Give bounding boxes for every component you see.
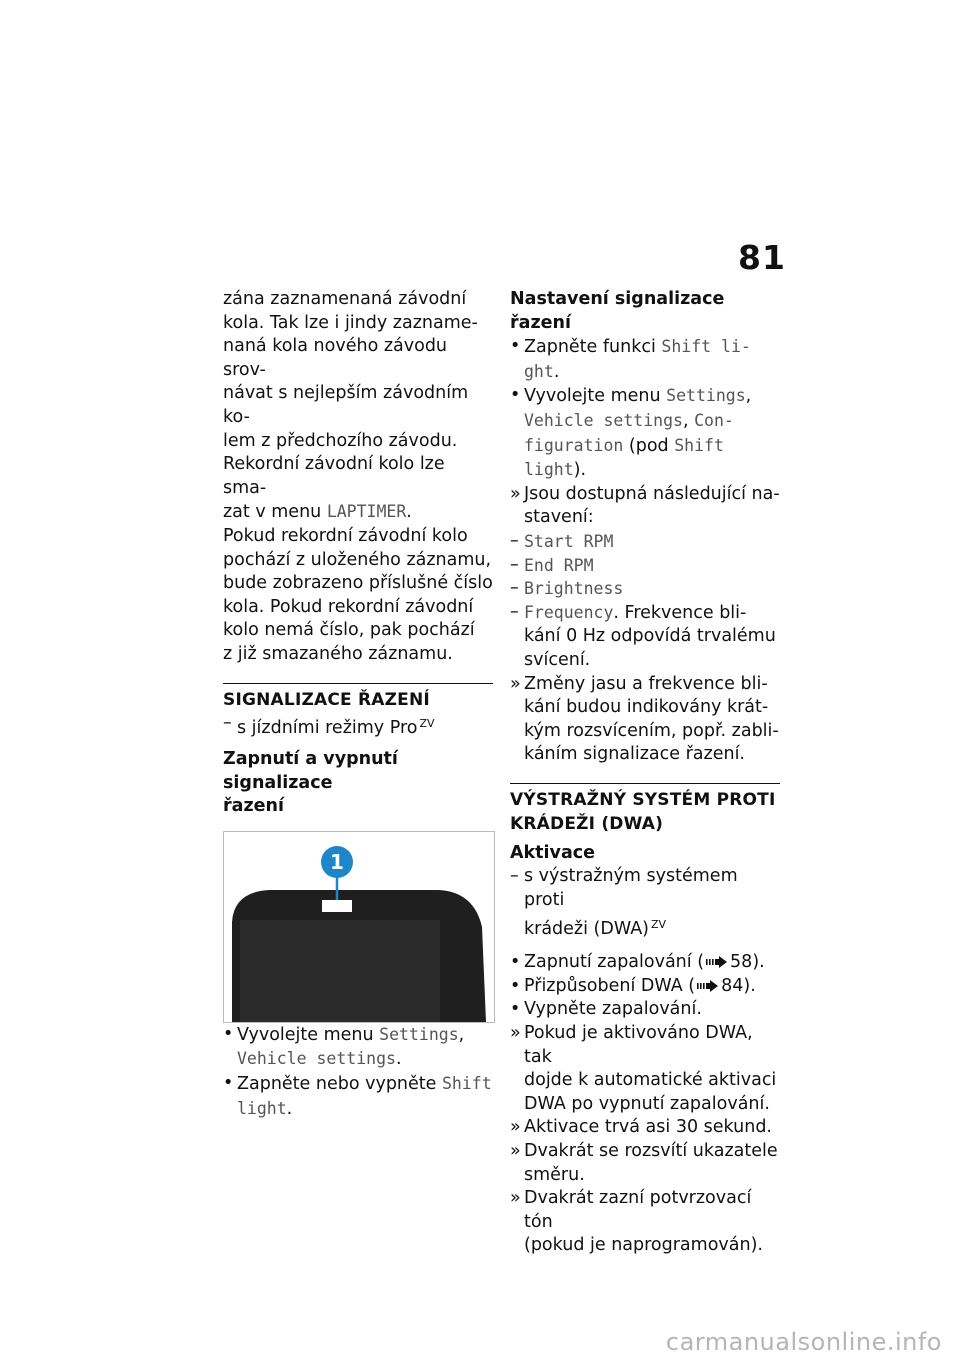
- dash-marker: –: [223, 712, 232, 733]
- step-punct: ,: [458, 1024, 465, 1045]
- step-item: [510, 975, 780, 999]
- page-reference-arrow-icon: [706, 955, 728, 969]
- result-item: [510, 483, 780, 530]
- requirement-text: krádeži (DWA): [524, 918, 649, 939]
- menu-name: LAPTIMER: [326, 502, 407, 522]
- result-text: DWA po vypnutí zapalování.: [524, 1093, 770, 1114]
- subheading: Nastavení signalizace řazení: [510, 289, 725, 333]
- menu-name: light: [524, 460, 574, 480]
- record-line: bude zobrazeno příslušné číslo: [223, 573, 493, 594]
- intro-line: Rekordní závodní kolo lze sma-: [223, 454, 445, 498]
- option-item: [510, 530, 780, 554]
- page-number: 81: [738, 238, 786, 277]
- menu-prefix: zat v menu: [223, 502, 327, 523]
- result-text: Změny jasu a frekvence bli-: [524, 673, 768, 694]
- step-item: [510, 335, 780, 384]
- step-punct: .: [286, 1098, 293, 1119]
- step-item: [223, 1072, 493, 1121]
- menu-name: ght: [524, 361, 554, 381]
- display-figure: [223, 831, 495, 1023]
- subheading: Aktivace: [510, 842, 596, 863]
- option-desc: svícení.: [524, 649, 591, 670]
- result-item: [510, 1022, 780, 1116]
- option-item: [510, 577, 780, 601]
- step-punct: ).: [573, 460, 587, 481]
- record-line: kolo nemá číslo, pak pochází: [223, 620, 475, 641]
- dash-marker: –: [510, 530, 519, 551]
- step-text: Zapněte nebo vypněte: [237, 1074, 442, 1095]
- result-item: [510, 1187, 780, 1258]
- result-item: [510, 1140, 780, 1187]
- step-item: [223, 1023, 493, 1072]
- result-text: (pokud je naprogramován).: [524, 1235, 763, 1256]
- bullet-marker: •: [510, 999, 521, 1020]
- bullet-marker: •: [510, 975, 521, 996]
- section-divider: [510, 783, 780, 784]
- option-badge: ZV: [651, 917, 667, 931]
- section-title: SIGNALIZACE ŘAZENÍ: [223, 689, 430, 710]
- tft-display-image: [224, 832, 494, 1022]
- step-text: (pod: [623, 435, 675, 456]
- result-text: kání budou indikovány krát-: [524, 697, 769, 718]
- step-text: Vypněte zapalování.: [524, 999, 702, 1020]
- result-text: stavení:: [524, 507, 594, 528]
- menu-suffix: .: [406, 502, 412, 523]
- dash-marker: –: [510, 866, 519, 887]
- step-punct: ).: [752, 952, 765, 973]
- step-item: [510, 998, 780, 1022]
- section-title: KRÁDEŽI (DWA): [510, 813, 664, 834]
- bullet-marker: •: [510, 952, 521, 973]
- option-label: Start RPM: [524, 531, 614, 551]
- option-label: Brightness: [524, 579, 624, 599]
- step-punct: ).: [743, 975, 756, 996]
- result-marker: »: [510, 483, 521, 504]
- result-item: [510, 1116, 780, 1140]
- menu-name: light: [237, 1098, 287, 1118]
- record-line: Pokud rekordní závodní kolo: [223, 525, 468, 546]
- result-text: směru.: [524, 1164, 585, 1185]
- result-marker: »: [510, 673, 521, 694]
- bullet-marker: •: [510, 385, 521, 406]
- dash-marker: –: [510, 554, 519, 575]
- subheading: řazení: [223, 796, 284, 817]
- option-label: End RPM: [524, 555, 594, 575]
- menu-name: Shift: [441, 1074, 492, 1094]
- record-line: pochází z uloženého záznamu,: [223, 549, 492, 570]
- result-text: Dvakrát zazní potvrzovací tón: [524, 1188, 752, 1232]
- section-divider: [223, 683, 493, 684]
- page-reference-arrow-icon: [697, 979, 719, 993]
- result-text: Aktivace trvá asi 30 sekund.: [524, 1117, 772, 1138]
- requirement-text: s výstražným systémem proti: [524, 866, 738, 911]
- left-column: [223, 288, 493, 1121]
- section-title: VÝSTRAŽNÝ SYSTÉM PROTI: [510, 789, 776, 810]
- step-text: Přizpůsobení DWA (: [524, 975, 696, 996]
- shift-light-indicator: [322, 900, 352, 912]
- menu-name: figuration: [524, 435, 624, 455]
- result-text: kým rozsvícením, popř. zabli-: [524, 720, 779, 741]
- step-item: [510, 951, 780, 975]
- result-item: [510, 673, 780, 767]
- right-column: [510, 288, 780, 1258]
- subheading: Zapnutí a vypnutí signalizace: [223, 749, 398, 793]
- option-desc: . Frekvence bli-: [613, 602, 747, 623]
- result-text: Pokud je aktivováno DWA, tak: [524, 1023, 753, 1067]
- result-marker: »: [510, 1188, 521, 1209]
- result-text: Jsou dostupná následující na-: [524, 483, 780, 504]
- mode-text: s jízdními režimy Pro: [237, 717, 418, 738]
- option-label: Frequency: [524, 602, 614, 622]
- result-text: káním signalizace řazení.: [524, 744, 745, 765]
- dash-marker: –: [510, 578, 519, 599]
- watermark: carmanualsonline.info: [665, 1328, 942, 1356]
- intro-line: kola. Tak lze i jindy zazname-: [223, 312, 478, 333]
- result-text: dojde k automatické aktivaci: [524, 1070, 777, 1091]
- menu-reference: [223, 500, 493, 525]
- menu-name: Settings: [379, 1024, 459, 1044]
- step-text: Zapnutí zapalování (: [524, 952, 705, 973]
- menu-name: Vehicle settings: [237, 1049, 396, 1069]
- intro-line: naná kola nového závodu srov-: [223, 336, 448, 380]
- page-ref[interactable]: 84: [721, 975, 744, 996]
- step-punct: ,: [682, 410, 689, 431]
- mode-requirement: [223, 712, 493, 741]
- result-marker: »: [510, 1117, 521, 1138]
- step-punct: .: [553, 361, 560, 382]
- dash-marker: –: [510, 601, 519, 622]
- option-badge: ZV: [419, 716, 435, 730]
- bullet-marker: •: [223, 1073, 234, 1094]
- result-text: Dvakrát se rozsvítí ukazatele: [524, 1141, 778, 1161]
- page-ref[interactable]: 58: [730, 952, 753, 973]
- callout-number: 1: [330, 849, 344, 874]
- result-marker: »: [510, 1141, 521, 1161]
- step-text: Zapněte funkci: [524, 337, 662, 358]
- record-line: kola. Pokud rekordní závodní: [223, 596, 474, 617]
- requirement-item: [510, 865, 780, 941]
- intro-line: zána zaznamenaná závodní: [223, 289, 467, 309]
- step-punct: .: [395, 1049, 402, 1070]
- intro-line: lem z předchozího závodu.: [223, 430, 458, 451]
- menu-name: Shift li-: [661, 337, 751, 357]
- result-marker: »: [510, 1023, 521, 1044]
- step-text: Vyvolejte menu: [237, 1024, 380, 1045]
- option-item: [510, 601, 780, 673]
- intro-line: návat s nejlepším závodním ko-: [223, 383, 469, 427]
- option-desc: kání 0 Hz odpovídá trvalému: [524, 626, 776, 647]
- menu-name: Con-: [694, 410, 734, 430]
- bullet-marker: •: [223, 1023, 234, 1044]
- menu-name: Shift: [674, 435, 724, 455]
- menu-name: Settings: [666, 386, 746, 406]
- step-punct: ,: [745, 386, 752, 407]
- menu-name: Vehicle settings: [524, 410, 683, 430]
- bullet-marker: •: [510, 336, 521, 357]
- record-line: z již smazaného záznamu.: [223, 643, 453, 664]
- step-item: [510, 384, 780, 482]
- option-item: [510, 554, 780, 578]
- step-text: Vyvolejte menu: [524, 386, 667, 407]
